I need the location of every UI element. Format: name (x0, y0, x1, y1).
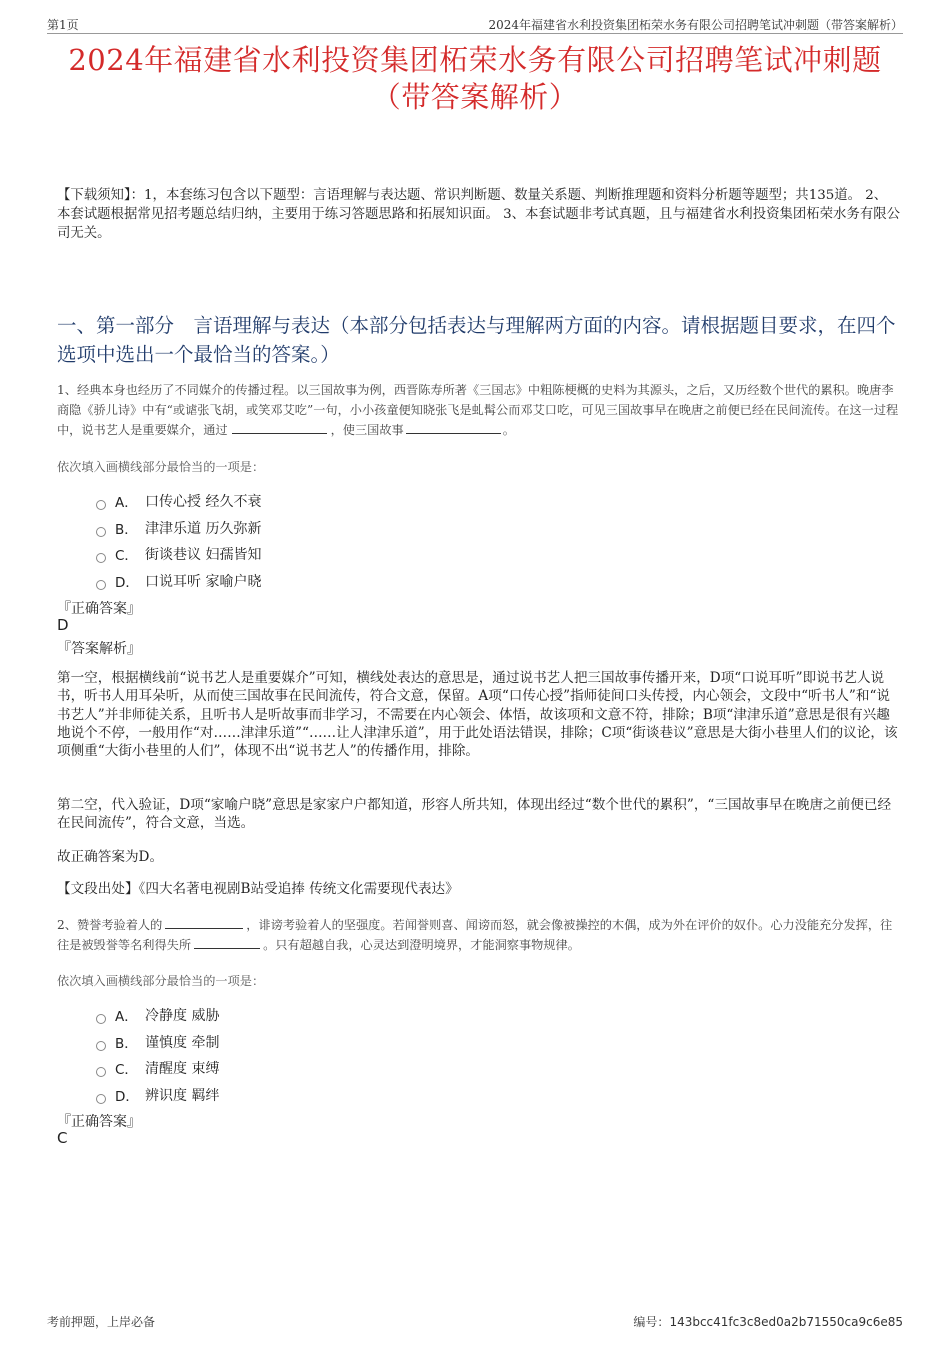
option-text: 清醒度 束缚 (145, 1061, 220, 1078)
q1-blank-1 (232, 421, 327, 434)
document-title (40, 42, 910, 116)
option-letter: B． (115, 521, 138, 538)
q1-answer-label: 『正确答案』 (57, 601, 141, 617)
footer-code-label: 编号： (633, 1315, 670, 1329)
radio-icon[interactable] (96, 580, 106, 590)
radio-icon[interactable] (96, 500, 106, 510)
option-letter: B． (115, 1035, 138, 1052)
q2-stem-part-a: 2、赞誉考验着人的 (57, 918, 163, 932)
q2-option-a[interactable] (96, 1002, 219, 1029)
question-1-stem (57, 380, 900, 440)
q2-answer: C (57, 1129, 68, 1147)
option-text: 津津乐道 历久弥新 (145, 520, 262, 537)
q2-options (96, 1002, 219, 1108)
footer-motto: 考前押题，上岸必备 (47, 1315, 156, 1329)
q1-stem-part-a: 1、经典本身也经历了不同媒介的传播过程。以三国故事为例，西晋陈寿所著《三国志》中粗陈梗概的史料为其源头，之后，又历经数个世代的累积。晚唐李商隐《骄儿诗》中有“或谑张飞胡，或笑邓艾吃”一句，小小孩童便知晓张飞是虬髯公而邓艾口吃，可见三国故事早在晚唐之前便已经在民间流传。在这一过程中，说书艺人是重要媒介，通过 (57, 383, 899, 437)
q1-source: 【文段出处】《四大名著电视剧B站受追捧 传统文化需要现代表达》 (57, 881, 459, 897)
download-notice: 【下载须知】：1，本套练习包含以下题型：言语理解与表达题、常识判断题、数量关系题、判断推理题和资料分析题等题型；共135道。 2、本套试题根据常见招考题总结归纳，主要用于练习答题思路和拓展知识面。 3、本套试题非考试真题，且与福建省水利投资集团柘荣水务有限公司无关。 (57, 188, 900, 241)
option-letter: D． (115, 574, 139, 591)
q1-option-a[interactable] (96, 488, 261, 515)
radio-icon[interactable] (96, 1014, 106, 1024)
q1-option-c[interactable] (96, 541, 261, 568)
page-footer (47, 1313, 903, 1330)
option-letter: C． (115, 1062, 138, 1079)
title-line-1: 2024年福建省水利投资集团柘荣水务有限公司招聘笔试冲刺题 (68, 43, 882, 77)
option-text: 冷静度 威胁 (145, 1008, 220, 1025)
option-text: 辨识度 羁绊 (145, 1087, 220, 1104)
radio-icon[interactable] (96, 1067, 106, 1077)
question-2-stem (57, 915, 900, 955)
q1-option-b[interactable] (96, 515, 261, 542)
option-letter: D． (115, 1088, 139, 1105)
q1-option-d[interactable] (96, 568, 261, 595)
q1-analysis-label: 『答案解析』 (57, 641, 141, 657)
q2-option-c[interactable] (96, 1055, 219, 1082)
option-text: 街谈巷议 妇孺皆知 (145, 547, 262, 564)
radio-icon[interactable] (96, 1094, 106, 1104)
page-number: 第1页 (47, 18, 79, 32)
option-text: 口说耳听 家喻户晓 (145, 573, 262, 590)
q1-stem-part-c: 。 (502, 423, 515, 437)
q1-options (96, 488, 261, 594)
q2-option-b[interactable] (96, 1029, 219, 1056)
q2-stem-part-c: 。只有超越自我，心灵达到澄明境界，才能洞察事物规律。 (263, 938, 580, 952)
radio-icon[interactable] (96, 553, 106, 563)
q1-analysis-paragraph-3: 故正确答案为D。 (57, 849, 164, 865)
option-letter: A． (115, 495, 138, 512)
q2-answer-label: 『正确答案』 (57, 1114, 141, 1130)
option-text: 口传心授 经久不衰 (145, 494, 262, 511)
q1-blank-2 (406, 421, 501, 434)
q2-instruction: 依次填入画横线部分最恰当的一项是： (57, 974, 265, 988)
page-header (47, 14, 903, 34)
q1-stem-part-b: ，使三国故事 (330, 423, 404, 437)
footer-code-value: 143bcc41fc3c8ed0a2b71550ca9c6e85 (669, 1315, 903, 1329)
title-line-2: （带答案解析） (371, 80, 579, 114)
q1-analysis-paragraph-1: 第一空，根据横线前“说书艺人是重要媒介”可知，横线处表达的意思是，通过说书艺人把三国故事传播开来，D项“口说耳听”即说书艺人说书，听书人用耳朵听，从而使三国故事在民间流传，符合文意，保留。A项“口传心授”指师徒间口头传授，内心领会，文段中“听书人”和“说书艺人”并非师徒关系，且听书人是听故事而非学习，不需要在内心领会、体悟，故该项和文意不符，排除；B项“津津乐道”意思是很有兴趣地说个不停，一般用作“对……津津乐道”“……让人津津乐道”，用于此处语法错误，排除；C项“街谈巷议”意思是大街小巷里人们的议论，该项侧重“大街小巷里的人们”，体现不出“说书艺人”的传播作用，排除。 (57, 670, 898, 760)
radio-icon[interactable] (96, 1041, 106, 1051)
q2-blank-1 (165, 916, 243, 929)
radio-icon[interactable] (96, 527, 106, 537)
q1-analysis-paragraph-2: 第二空，代入验证，D项“家喻户晓”意思是家家户户都知道，形容人所共知，体现出经过“数个世代的累积”，“三国故事早在晚唐之前便已经在民间流传”，符合文意，当选。 (57, 797, 892, 832)
q2-option-d[interactable] (96, 1082, 219, 1109)
section-title: 一、第一部分 言语理解与表达（本部分包括表达与理解两方面的内容。请根据题目要求，在四个选项中选出一个最恰当的答案。） (57, 314, 896, 366)
q1-instruction: 依次填入画横线部分最恰当的一项是： (57, 460, 265, 474)
header-doc-title: 2024年福建省水利投资集团柘荣水务有限公司招聘笔试冲刺题（带答案解析） (488, 18, 903, 32)
q2-blank-2 (194, 936, 260, 949)
q1-answer: D (57, 616, 69, 634)
option-letter: C． (115, 548, 138, 565)
footer-code (633, 1313, 903, 1330)
q2-stem-part-b: ，诽谤考验着人的坚强度。若闻誉则喜、闻谤而怒，就会像被操控的木偶，成为外在评价的奴仆。心力没能充分发挥，往往是被毁誉等名利得失所 (57, 918, 893, 952)
option-text: 谨慎度 牵制 (145, 1034, 220, 1051)
option-letter: A． (115, 1009, 138, 1026)
